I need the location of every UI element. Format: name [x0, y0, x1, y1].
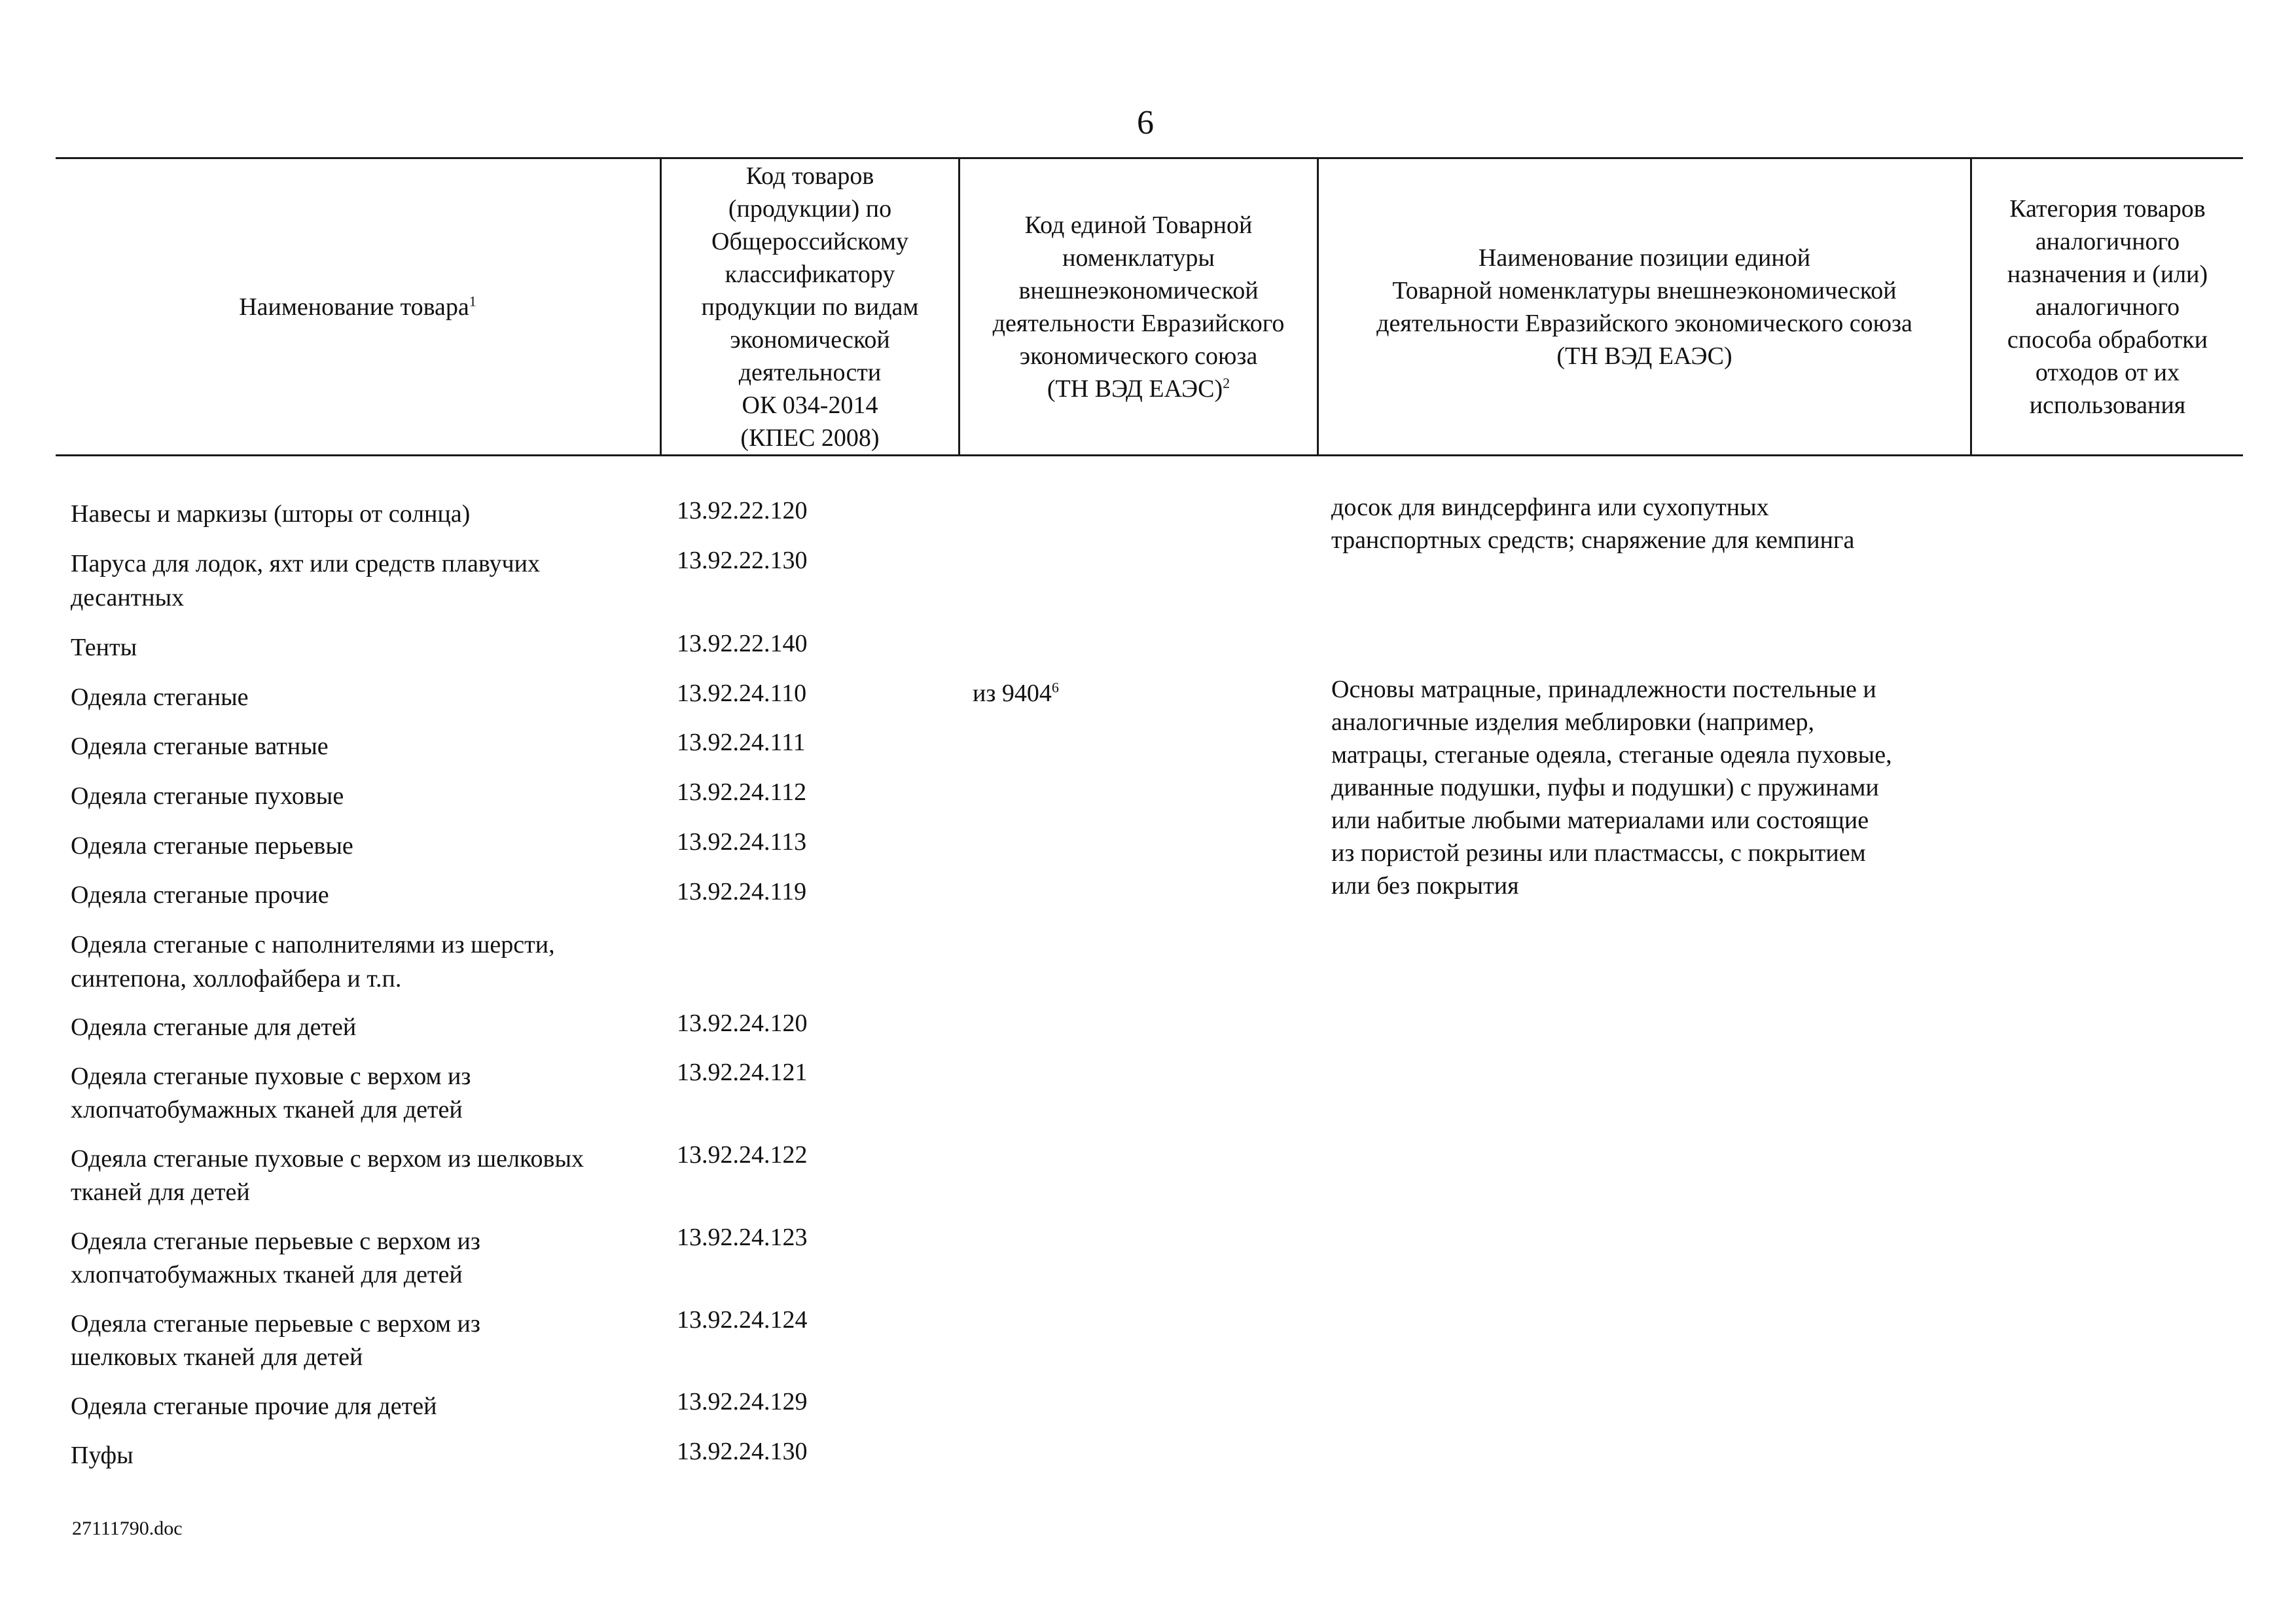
footnote-6-marker: 6 [1051, 679, 1059, 696]
tnved-code [973, 677, 1059, 710]
row-code: 13.92.24.119 [677, 878, 807, 905]
footnote-1-marker: 1 [469, 292, 476, 309]
row-name-continued: десантных [71, 584, 185, 611]
row-name: Навесы и маркизы (шторы от солнца) [71, 500, 471, 528]
row-name-continued: шелковых тканей для детей [71, 1343, 363, 1371]
row-code: 13.92.24.112 [677, 778, 807, 806]
row-name: Паруса для лодок, яхт или средств плавучих [71, 550, 540, 577]
row-name-continued: тканей для детей [71, 1178, 250, 1206]
header-tnved-code-text: Код единой Товарной номенклатуры внешнеэкономической деятельности Евразийского экономического союза (ТН ВЭД ЕАЭС) [992, 211, 1285, 403]
row-name: Одеяла стеганые пуховые с верхом из шелковых [71, 1145, 584, 1173]
row-code: 13.92.22.130 [677, 547, 808, 574]
row-name: Одеяла стеганые ватные [71, 733, 329, 760]
row-name: Одеяла стеганые для детей [71, 1013, 357, 1041]
row-code: 13.92.24.121 [677, 1059, 808, 1086]
row-name: Одеяла стеганые перьевые с верхом из [71, 1228, 480, 1255]
row-name: Пуфы [71, 1442, 134, 1469]
header-tnved-position-name: Наименование позиции единой Товарной номенклатуры внешнеэкономической деятельности Евразийского экономического союза (ТН ВЭД ЕАЭС) [1376, 244, 1912, 370]
header-product-name [56, 159, 660, 454]
header-okpd2-code: Код товаров (продукции) по Общероссийскому классификатору продукции по видам экономической деятельности ОК 034-2014 (КПЕС 2008) [701, 162, 919, 452]
row-name-continued: синтепона, холлофайбера и т.п. [71, 965, 402, 993]
row-name: Одеяла стеганые перьевые [71, 832, 353, 860]
row-code: 13.92.22.120 [677, 497, 808, 524]
row-code: 13.92.24.111 [677, 729, 806, 756]
row-name: Одеяла стеганые пуховые с верхом из [71, 1063, 471, 1090]
row-code: 13.92.24.129 [677, 1388, 808, 1415]
header-tnved-code [960, 159, 1317, 454]
row-code: 13.92.24.110 [677, 680, 807, 707]
header-bottom-border [56, 454, 2243, 456]
row-code: 13.92.24.122 [677, 1141, 808, 1169]
row-name: Тенты [71, 634, 137, 661]
row-code: 13.92.24.130 [677, 1438, 808, 1465]
row-code: 13.92.24.113 [677, 828, 807, 856]
header-goods-category: Категория товаров аналогичного назначения и (или) аналогичного способа обработки отходов от их использования [2007, 194, 2208, 419]
row-name: Одеяла стеганые прочие для детей [71, 1393, 437, 1420]
document-filename: 27111790.doc [72, 1518, 183, 1539]
row-name: Одеяла стеганые пуховые [71, 782, 344, 810]
tnved-description-9404: Основы матрацные, принадлежности постельные и аналогичные изделия меблировки (например, матрацы, стеганые одеяла, стеганые одеяла пуховые, диванные подушки, пуфы и подушки) с пружинами или набитые любыми материалами или состоящие из пористой резины или пластмассы, с покрытием или без покрытия [1331, 676, 1892, 900]
tnved-code-text: из 9404 [973, 680, 1052, 707]
row-name-continued: хлопчатобумажных тканей для детей [71, 1261, 463, 1288]
row-code: 13.92.24.124 [677, 1306, 808, 1334]
row-code: 13.92.24.123 [677, 1224, 808, 1251]
header-product-name-text: Наименование товара [239, 293, 469, 321]
row-name: Одеяла стеганые прочие [71, 881, 329, 909]
row-code: 13.92.24.120 [677, 1010, 808, 1037]
footnote-2-marker: 2 [1223, 374, 1230, 391]
tnved-description-continued: досок для виндсерфинга или сухопутных транспортных средств; снаряжение для кемпинга [1331, 494, 1855, 554]
row-code: 13.92.22.140 [677, 630, 808, 657]
row-name: Одеяла стеганые перьевые с верхом из [71, 1310, 480, 1338]
row-name: Одеяла стеганые [71, 684, 249, 711]
row-name: Одеяла стеганые с наполнителями из шерсти, [71, 931, 555, 958]
page-number: 6 [1137, 104, 1154, 141]
row-name-continued: хлопчатобумажных тканей для детей [71, 1096, 463, 1123]
